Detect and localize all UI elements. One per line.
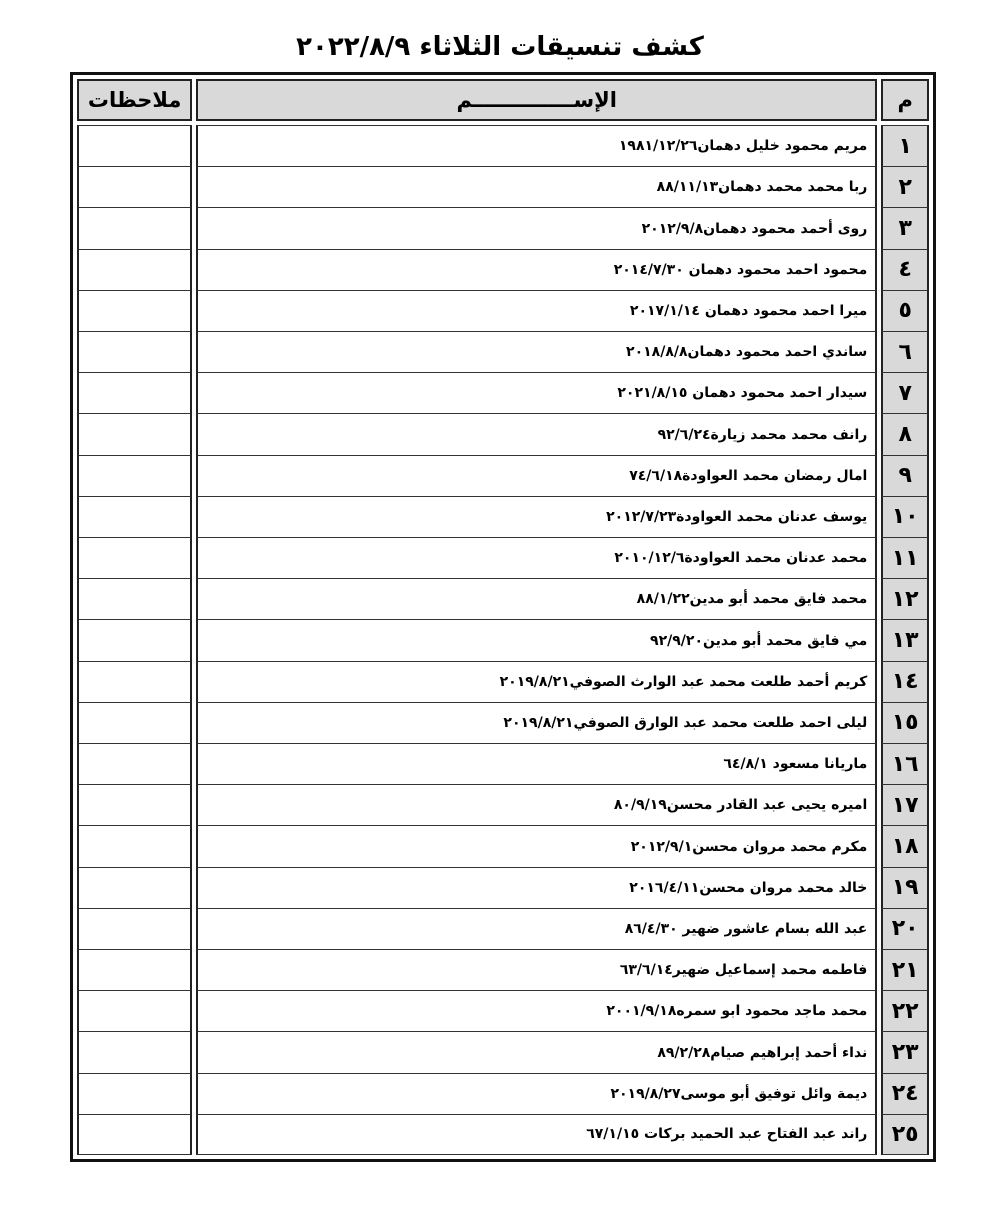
header-number: م: [881, 79, 929, 121]
row-number: ٨: [881, 413, 929, 454]
row-notes: [77, 578, 192, 619]
row-name: محمود احمد محمود دهمان ٢٠١٤/٧/٣٠: [196, 249, 877, 290]
row-notes: [77, 743, 192, 784]
row-notes: [77, 784, 192, 825]
row-number: ٣: [881, 207, 929, 248]
table-row: [77, 825, 929, 866]
row-name: راند عبد الفتاح عبد الحميد بركات ٦٧/١/١٥: [196, 1114, 877, 1155]
row-notes: [77, 413, 192, 454]
table-row: [77, 784, 929, 825]
row-name: ماريانا مسعود ٦٤/٨/١: [196, 743, 877, 784]
row-name: فاطمه محمد إسماعيل ضهير٦٣/٦/١٤: [196, 949, 877, 990]
table-row: [77, 372, 929, 413]
row-number: ٢٥: [881, 1114, 929, 1155]
table-row: [77, 949, 929, 990]
row-number: ١٢: [881, 578, 929, 619]
row-name: ساندي احمد محمود دهمان٢٠١٨/٨/٨: [196, 331, 877, 372]
row-number: ٥: [881, 290, 929, 331]
table-row: [77, 661, 929, 702]
row-notes: [77, 949, 192, 990]
row-name: محمد عدنان محمد العواودة٢٠١٠/١٢/٦: [196, 537, 877, 578]
row-notes: [77, 372, 192, 413]
row-name: رانف محمد محمد زيارة٩٢/٦/٢٤: [196, 413, 877, 454]
table-row: [77, 125, 929, 166]
table-row: [77, 496, 929, 537]
table-row: [77, 990, 929, 1031]
roster-table: [70, 72, 936, 1162]
row-name: امال رمضان محمد العواودة٧٤/٦/١٨: [196, 455, 877, 496]
table-row: [77, 619, 929, 660]
row-name: مريم محمود خليل دهمان١٩٨١/١٢/٢٦: [196, 125, 877, 166]
row-notes: [77, 702, 192, 743]
row-notes: [77, 249, 192, 290]
row-notes: [77, 207, 192, 248]
row-number: ٩: [881, 455, 929, 496]
row-number: ١٠: [881, 496, 929, 537]
row-name: يوسف عدنان محمد العواودة٢٠١٢/٧/٢٣: [196, 496, 877, 537]
table-row: [77, 249, 929, 290]
table-body: [77, 125, 929, 1155]
table-row: [77, 455, 929, 496]
table-row: [77, 908, 929, 949]
row-number: ١: [881, 125, 929, 166]
row-notes: [77, 455, 192, 496]
row-notes: [77, 496, 192, 537]
row-notes: [77, 990, 192, 1031]
row-number: ١٣: [881, 619, 929, 660]
table-row: [77, 743, 929, 784]
row-number: ٢١: [881, 949, 929, 990]
row-number: ١٥: [881, 702, 929, 743]
row-notes: [77, 331, 192, 372]
table-row: [77, 331, 929, 372]
header-name: الإســــــــــــــم: [196, 79, 877, 121]
table-header: [77, 79, 929, 121]
row-notes: [77, 290, 192, 331]
row-number: ١٩: [881, 867, 929, 908]
row-number: ٢: [881, 166, 929, 207]
table-row: [77, 290, 929, 331]
row-notes: [77, 125, 192, 166]
row-notes: [77, 1073, 192, 1114]
row-name: ديمة وائل توفيق أبو موسى٢٠١٩/٨/٢٧: [196, 1073, 877, 1114]
row-number: ٢٤: [881, 1073, 929, 1114]
table-row: [77, 413, 929, 454]
row-name: مي فايق محمد أبو مدين٩٢/٩/٢٠: [196, 619, 877, 660]
table-row: [77, 1031, 929, 1072]
row-number: ٢٠: [881, 908, 929, 949]
row-number: ٢٢: [881, 990, 929, 1031]
row-notes: [77, 825, 192, 866]
row-number: ١٨: [881, 825, 929, 866]
row-number: ١١: [881, 537, 929, 578]
row-name: روى أحمد محمود دهمان٢٠١٢/٩/٨: [196, 207, 877, 248]
row-name: سيدار احمد محمود دهمان ٢٠٢١/٨/١٥: [196, 372, 877, 413]
table-row: [77, 207, 929, 248]
row-notes: [77, 619, 192, 660]
row-notes: [77, 867, 192, 908]
page-title: كشف تنسيقات الثلاثاء ٢٠٢٢/٨/٩: [296, 32, 704, 62]
table-row: [77, 867, 929, 908]
row-name: عبد الله بسام عاشور ضهير ٨٦/٤/٣٠: [196, 908, 877, 949]
row-notes: [77, 1031, 192, 1072]
row-name: ربا محمد محمد دهمان٨٨/١١/١٣: [196, 166, 877, 207]
row-name: كريم أحمد طلعت محمد عبد الوارث الصوفي٢٠١٩/٨/٢١: [196, 661, 877, 702]
row-notes: [77, 537, 192, 578]
table-row: [77, 702, 929, 743]
table-row: [77, 1073, 929, 1114]
table-row: [77, 166, 929, 207]
row-name: مكرم محمد مروان محسن٢٠١٢/٩/١: [196, 825, 877, 866]
row-number: ٢٣: [881, 1031, 929, 1072]
row-number: ١٦: [881, 743, 929, 784]
row-notes: [77, 908, 192, 949]
row-number: ٤: [881, 249, 929, 290]
row-name: ليلى احمد طلعت محمد عبد الوارق الصوفي٢٠١٩/٨/٢١: [196, 702, 877, 743]
row-notes: [77, 1114, 192, 1155]
row-name: محمد فايق محمد أبو مدين٨٨/١/٢٢: [196, 578, 877, 619]
row-number: ١٤: [881, 661, 929, 702]
row-number: ٦: [881, 331, 929, 372]
table-row: [77, 1114, 929, 1155]
row-number: ٧: [881, 372, 929, 413]
row-name: محمد ماجد محمود ابو سمره٢٠٠١/٩/١٨: [196, 990, 877, 1031]
row-name: خالد محمد مروان محسن٢٠١٦/٤/١١: [196, 867, 877, 908]
row-notes: [77, 661, 192, 702]
row-name: نداء أحمد إبراهيم صيام٨٩/٢/٢٨: [196, 1031, 877, 1072]
row-number: ١٧: [881, 784, 929, 825]
row-name: اميره يحيى عبد القادر محسن٨٠/٩/١٩: [196, 784, 877, 825]
row-notes: [77, 166, 192, 207]
table-row: [77, 537, 929, 578]
table-row: [77, 578, 929, 619]
row-name: ميرا احمد محمود دهمان ٢٠١٧/١/١٤: [196, 290, 877, 331]
header-notes: ملاحظات: [77, 79, 192, 121]
